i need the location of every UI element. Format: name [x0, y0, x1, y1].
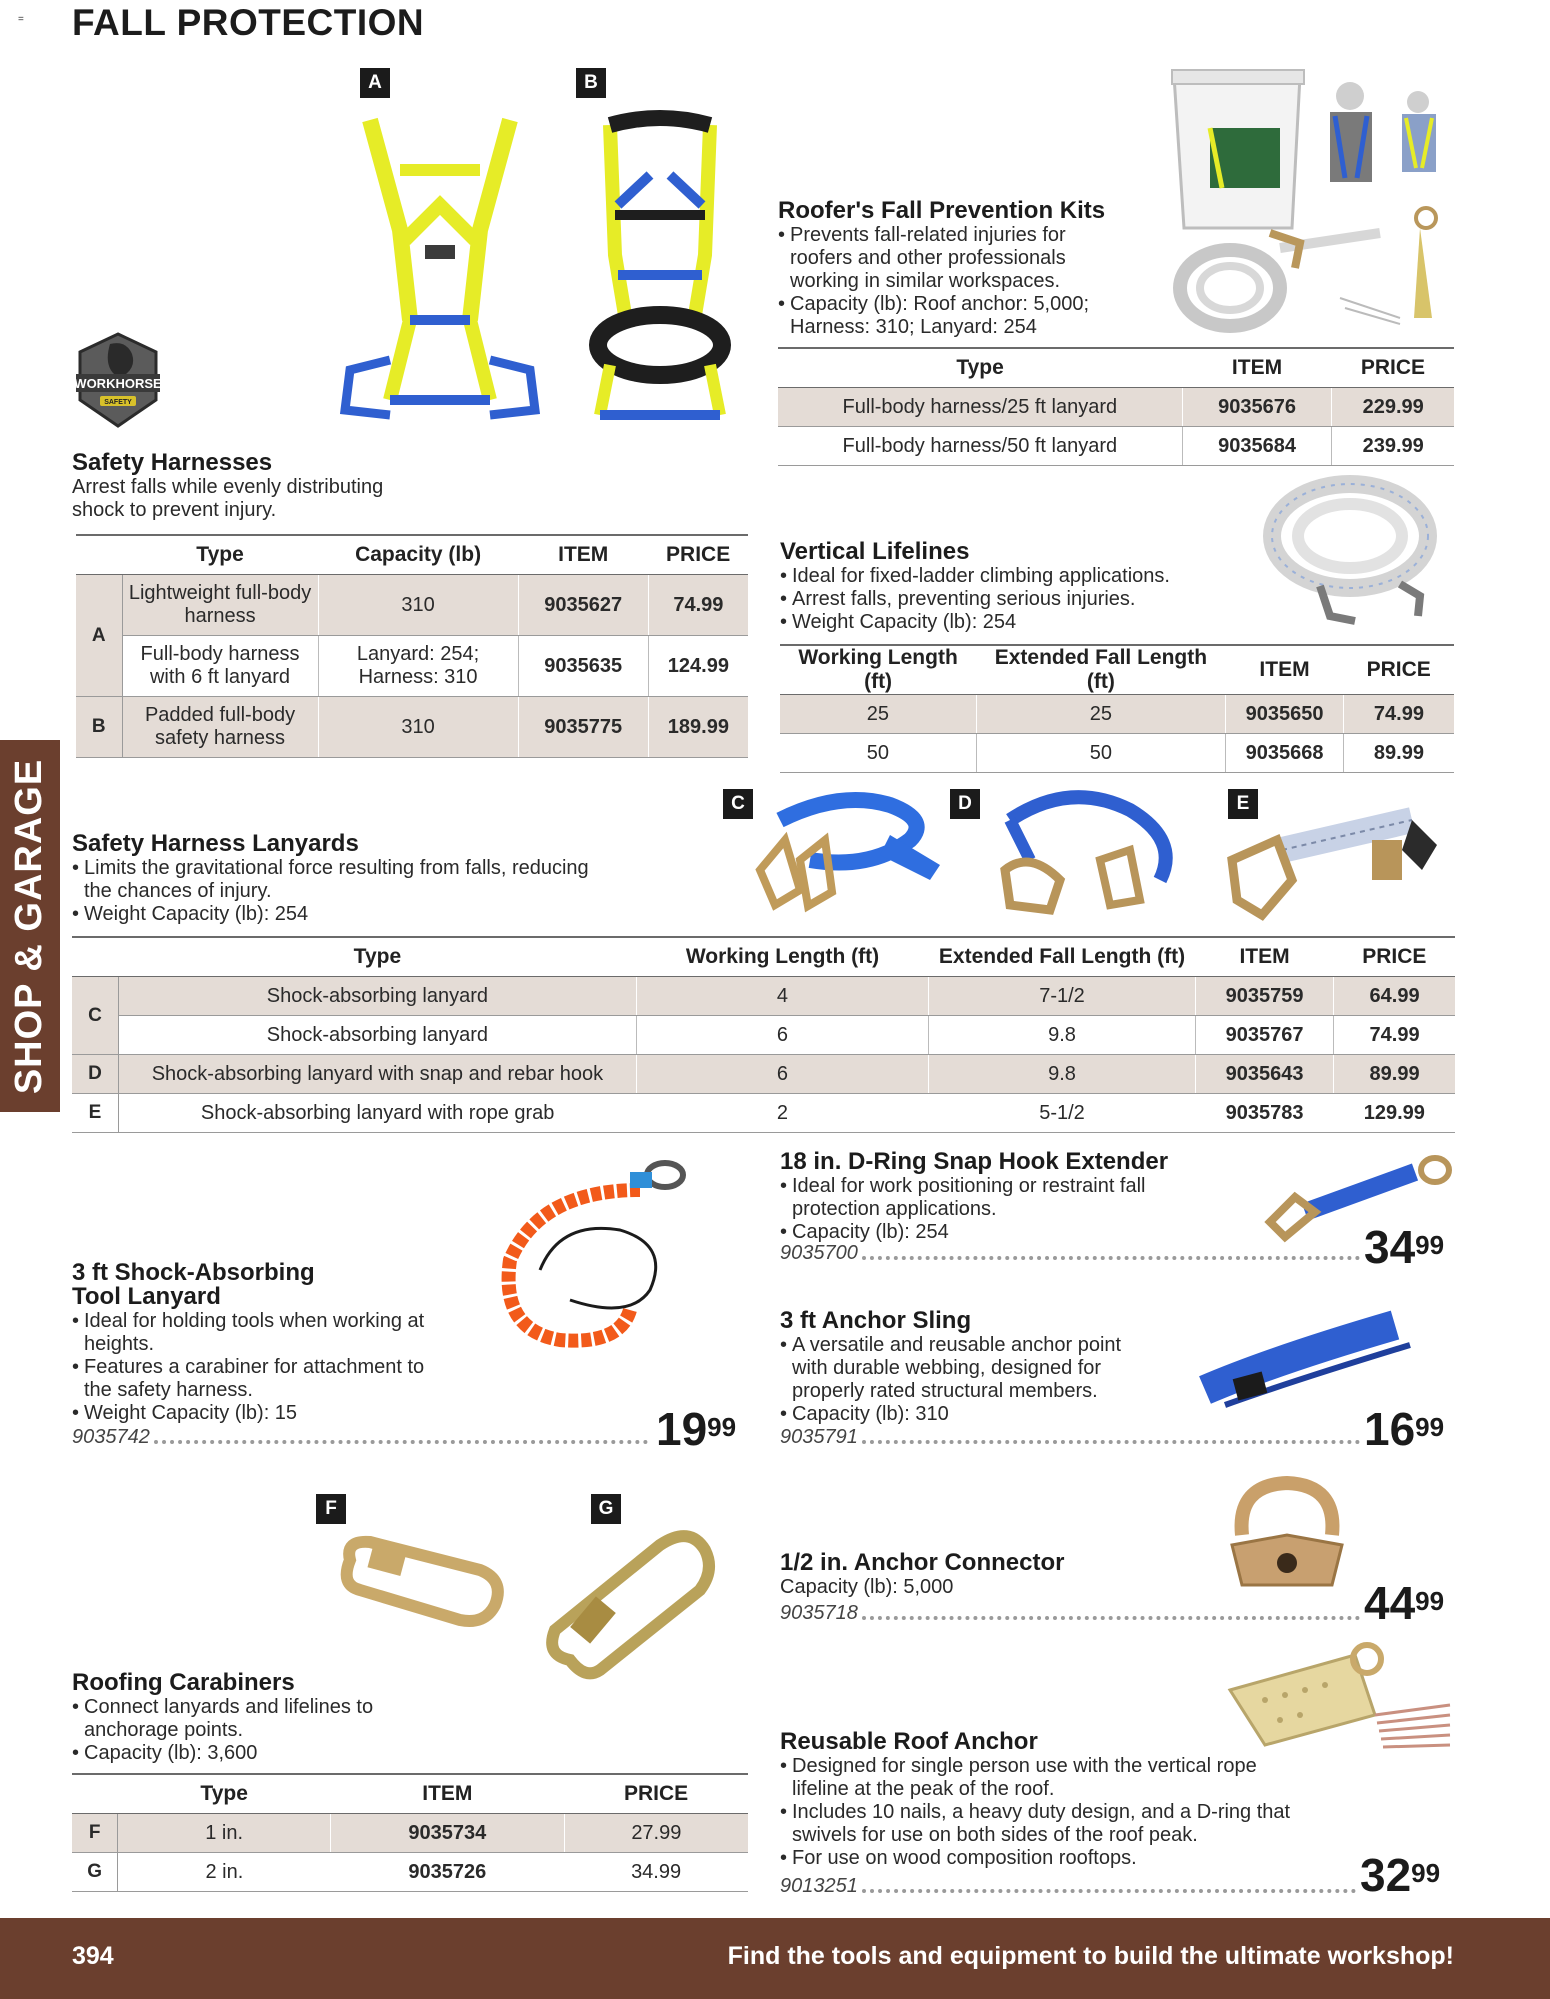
- roof-anchor-bullets: [780, 1755, 1300, 1870]
- lifelines-header-price: PRICE: [1343, 645, 1454, 695]
- cell-price: 74.99: [648, 575, 748, 636]
- cell-extended: 7-1/2: [929, 977, 1196, 1016]
- price-cents: 99: [1411, 1858, 1441, 1888]
- tool-lanyard-sku: 9035742: [72, 1426, 150, 1448]
- lifelines-table: [780, 644, 1454, 773]
- group-label: C: [72, 977, 118, 1055]
- roof-anchor-price: [1360, 1849, 1441, 1901]
- cell-type: 1 in.: [118, 1814, 331, 1853]
- lanyard-d-image: [990, 780, 1200, 920]
- table-row: [72, 1055, 1455, 1094]
- table-row: [72, 1814, 748, 1853]
- cell-item: 9035734: [330, 1814, 564, 1853]
- carabiner-g-image: [540, 1530, 730, 1680]
- top-mark: =: [18, 14, 24, 25]
- cell-extended: 50: [976, 734, 1225, 773]
- list-item: • Ideal for fixed-ladder climbing applications.: [780, 565, 1260, 588]
- roofer-header-price: PRICE: [1332, 348, 1454, 388]
- side-tab-label: SHOP & GARAGE: [8, 758, 51, 1094]
- table-row: [76, 575, 748, 636]
- cell-type: Padded full-body safety harness: [122, 697, 318, 758]
- cell-type: Shock-absorbing lanyard with rope grab: [118, 1094, 636, 1133]
- lanyards-header-working: Working Length (ft): [636, 937, 928, 977]
- carabiner-f-image: [330, 1530, 510, 1640]
- harnesses-table: [76, 534, 748, 758]
- harnesses-header-type: Type: [122, 535, 318, 575]
- price-dollars: 44: [1364, 1577, 1416, 1629]
- table-row: [780, 695, 1454, 734]
- group-label: A: [76, 575, 122, 697]
- cell-item: 9035676: [1182, 388, 1332, 427]
- badge-a: A: [360, 68, 390, 98]
- table-row: [76, 697, 748, 758]
- lifelines-header-extended: Extended Fall Length (ft): [976, 645, 1225, 695]
- anchor-sling-image: [1195, 1300, 1415, 1420]
- badge-d: D: [950, 789, 980, 819]
- price-dollars: 34: [1364, 1221, 1416, 1273]
- cell-price: 229.99: [1332, 388, 1454, 427]
- price-cents: 99: [707, 1412, 737, 1442]
- lanyards-title: Safety Harness Lanyards: [72, 830, 359, 857]
- cell-price: 34.99: [564, 1853, 748, 1892]
- list-item: • Includes 10 nails, a heavy duty design, and a D-ring that swivels for use on both sides of the roof peak.: [780, 1801, 1300, 1847]
- cell-price: 239.99: [1332, 427, 1454, 466]
- badge-g: G: [591, 1494, 621, 1524]
- carabiners-title: Roofing Carabiners: [72, 1669, 295, 1696]
- anchor-sling-bullets: [780, 1334, 1160, 1426]
- harnesses-header-price: PRICE: [648, 535, 748, 575]
- cell-item: 9035684: [1182, 427, 1332, 466]
- lifelines-header-item: ITEM: [1226, 645, 1344, 695]
- badge-f: F: [316, 1494, 346, 1524]
- cell-item: 9035643: [1195, 1055, 1333, 1094]
- list-item: • Weight Capacity (lb): 254: [72, 903, 592, 926]
- table-row: [780, 734, 1454, 773]
- cell-type: Full-body harness/50 ft lanyard: [778, 427, 1182, 466]
- anchor-connector-description: Capacity (lb): 5,000: [780, 1576, 954, 1598]
- cell-type: Full-body harness/25 ft lanyard: [778, 388, 1182, 427]
- anchor-connector-sku: 9035718: [780, 1602, 858, 1624]
- table-row: [778, 427, 1454, 466]
- lifelines-title: Vertical Lifelines: [780, 538, 970, 565]
- roofer-kits-table: [778, 347, 1454, 466]
- cell-price: 74.99: [1334, 1016, 1455, 1055]
- price-cents: 99: [1415, 1230, 1445, 1260]
- cell-item: 9035635: [518, 636, 648, 697]
- tool-lanyard-price: [656, 1403, 737, 1455]
- cell-item: 9035759: [1195, 977, 1333, 1016]
- cell-item: 9035627: [518, 575, 648, 636]
- harnesses-header-capacity: Capacity (lb): [318, 535, 518, 575]
- roofer-kit-image: [1170, 68, 1460, 338]
- anchor-sling-sku: 9035791: [780, 1426, 858, 1448]
- cell-price: 124.99: [648, 636, 748, 697]
- roofer-kits-bullets: [778, 224, 1128, 339]
- cell-capacity: Lanyard: 254; Harness: 310: [318, 636, 518, 697]
- price-dollars: 16: [1364, 1403, 1416, 1455]
- group-label: B: [76, 697, 122, 758]
- logo-text: WORKHORSE: [74, 376, 162, 391]
- cell-price: 129.99: [1334, 1094, 1455, 1133]
- roof-anchor-title: Reusable Roof Anchor: [780, 1728, 1038, 1755]
- cell-capacity: 310: [318, 575, 518, 636]
- cell-extended: 9.8: [929, 1055, 1196, 1094]
- cell-item: 9035783: [1195, 1094, 1333, 1133]
- page-number: 394: [72, 1942, 114, 1970]
- cell-working: 6: [636, 1016, 928, 1055]
- group-label: E: [72, 1094, 118, 1133]
- roofer-header-item: ITEM: [1182, 348, 1332, 388]
- cell-price: 89.99: [1343, 734, 1454, 773]
- lifelines-bullets: [780, 565, 1260, 634]
- tool-lanyard-bullets: [72, 1310, 432, 1425]
- group-label: D: [72, 1055, 118, 1094]
- tool-lanyard-title-line1: 3 ft Shock-Absorbing: [72, 1259, 315, 1286]
- tool-lanyard-image: [480, 1150, 700, 1360]
- cell-capacity: 310: [318, 697, 518, 758]
- cell-item: 9035650: [1226, 695, 1344, 734]
- roofer-kits-title: Roofer's Fall Prevention Kits: [778, 197, 1106, 224]
- list-item: • For use on wood composition rooftops.: [780, 1847, 1300, 1870]
- tool-lanyard-sku-line: [72, 1426, 654, 1449]
- price-cents: 99: [1415, 1412, 1445, 1442]
- harnesses-description: Arrest falls while evenly distributing shock to prevent injury.: [72, 476, 384, 521]
- cell-extended: 25: [976, 695, 1225, 734]
- lanyards-header-type: Type: [118, 937, 636, 977]
- list-item: • Capacity (lb): Roof anchor: 5,000; Harness: 310; Lanyard: 254: [778, 293, 1128, 339]
- list-item: • Capacity (lb): 3,600: [72, 1742, 392, 1765]
- anchor-connector-price: [1364, 1577, 1445, 1629]
- table-row: [72, 1094, 1455, 1133]
- footer-tagline: Find the tools and equipment to build the ultimate workshop!: [727, 1942, 1454, 1970]
- snap-hook-bullets: [780, 1175, 1160, 1244]
- roofer-header-type: Type: [778, 348, 1182, 388]
- lanyards-header-item: ITEM: [1195, 937, 1333, 977]
- group-label: F: [72, 1814, 118, 1853]
- price-dollars: 19: [656, 1403, 708, 1455]
- cell-type: 2 in.: [118, 1853, 331, 1892]
- badge-b: B: [576, 68, 606, 98]
- carabiners-table: [72, 1773, 748, 1892]
- table-row: [72, 1853, 748, 1892]
- table-row: [72, 1016, 1455, 1055]
- harnesses-title: Safety Harnesses: [72, 449, 273, 476]
- page-footer: [0, 1918, 1550, 1999]
- cell-working: 2: [636, 1094, 928, 1133]
- carabiners-header-item: ITEM: [330, 1774, 564, 1814]
- list-item: • Ideal for work positioning or restraint fall protection applications.: [780, 1175, 1160, 1221]
- cell-extended: 5-1/2: [929, 1094, 1196, 1133]
- cell-item: 9035726: [330, 1853, 564, 1892]
- list-item: • Features a carabiner for attachment to the safety harness.: [72, 1356, 432, 1402]
- cell-extended: 9.8: [929, 1016, 1196, 1055]
- harnesses-header-item: ITEM: [518, 535, 648, 575]
- list-item: • Weight Capacity (lb): 254: [780, 611, 1260, 634]
- cell-price: 27.99: [564, 1814, 748, 1853]
- carabiners-header-type: Type: [118, 1774, 331, 1814]
- cell-item: 9035668: [1226, 734, 1344, 773]
- cell-price: 89.99: [1334, 1055, 1455, 1094]
- list-item: • Capacity (lb): 310: [780, 1403, 1160, 1426]
- cell-type: Shock-absorbing lanyard with snap and rebar hook: [118, 1055, 636, 1094]
- list-item: • Ideal for holding tools when working at heights.: [72, 1310, 432, 1356]
- cell-price: 64.99: [1334, 977, 1455, 1016]
- cell-working: 6: [636, 1055, 928, 1094]
- snap-hook-sku: 9035700: [780, 1242, 858, 1264]
- cell-price: 189.99: [648, 697, 748, 758]
- cell-type: Lightweight full-body harness: [122, 575, 318, 636]
- snap-hook-sku-line: [780, 1242, 1366, 1265]
- roof-anchor-sku-line: [780, 1875, 1362, 1898]
- lifeline-rope-image: [1260, 476, 1440, 636]
- list-item: • Designed for single person use with the vertical rope lifeline at the peak of the roof.: [780, 1755, 1300, 1801]
- cell-type: Full-body harness with 6 ft lanyard: [122, 636, 318, 697]
- snap-hook-title: 18 in. D-Ring Snap Hook Extender: [780, 1148, 1169, 1175]
- price-dollars: 32: [1360, 1849, 1412, 1901]
- cell-working: 50: [780, 734, 976, 773]
- anchor-sling-title: 3 ft Anchor Sling: [780, 1307, 972, 1334]
- cell-working: 4: [636, 977, 928, 1016]
- price-cents: 99: [1415, 1586, 1445, 1616]
- cell-type: Shock-absorbing lanyard: [118, 1016, 636, 1055]
- cell-item: 9035775: [518, 697, 648, 758]
- carabiners-bullets: [72, 1696, 392, 1765]
- anchor-connector-image: [1222, 1475, 1352, 1605]
- cell-working: 25: [780, 695, 976, 734]
- anchor-sling-sku-line: [780, 1426, 1366, 1449]
- cell-price: 74.99: [1343, 695, 1454, 734]
- lanyards-header-price: PRICE: [1334, 937, 1455, 977]
- roof-anchor-sku: 9013251: [780, 1875, 858, 1897]
- workhorse-logo: [70, 330, 166, 430]
- anchor-sling-price: [1364, 1403, 1445, 1455]
- anchor-connector-sku-line: [780, 1602, 1366, 1625]
- logo-sub: SAFETY: [104, 399, 132, 406]
- table-row: [72, 977, 1455, 1016]
- lanyard-e-image: [1222, 790, 1452, 920]
- cell-item: 9035767: [1195, 1016, 1333, 1055]
- cell-type: Shock-absorbing lanyard: [118, 977, 636, 1016]
- table-row: [76, 636, 748, 697]
- list-item: • Limits the gravitational force resulting from falls, reducing the chances of injury.: [72, 857, 592, 903]
- list-item: • A versatile and reusable anchor point with durable webbing, designed for properly rated structural members.: [780, 1334, 1160, 1403]
- lanyards-table: [72, 936, 1455, 1133]
- list-item: • Connect lanyards and lifelines to anchorage points.: [72, 1696, 392, 1742]
- page-title: FALL PROTECTION: [72, 2, 425, 43]
- group-label: G: [72, 1853, 118, 1892]
- snap-hook-price: [1364, 1221, 1445, 1273]
- list-item: • Arrest falls, preventing serious injuries.: [780, 588, 1260, 611]
- badge-e: E: [1228, 789, 1258, 819]
- carabiners-header-price: PRICE: [564, 1774, 748, 1814]
- lanyards-bullets: [72, 857, 592, 926]
- badge-c: C: [723, 789, 753, 819]
- lanyard-c-image: [740, 780, 950, 920]
- list-item: • Weight Capacity (lb): 15: [72, 1402, 432, 1425]
- section-side-tab: [0, 740, 60, 1112]
- tool-lanyard-title-line2: Tool Lanyard: [72, 1283, 221, 1310]
- anchor-connector-title: 1/2 in. Anchor Connector: [780, 1549, 1065, 1576]
- lanyards-header-extended: Extended Fall Length (ft): [929, 937, 1196, 977]
- list-item: • Capacity (lb): 254: [780, 1221, 1160, 1244]
- table-row: [778, 388, 1454, 427]
- lifelines-header-working: Working Length (ft): [780, 645, 976, 695]
- harness-a-image: [330, 110, 550, 430]
- harness-b-image: [580, 115, 740, 425]
- list-item: • Prevents fall-related injuries for roofers and other professionals working in similar workspaces.: [778, 224, 1128, 293]
